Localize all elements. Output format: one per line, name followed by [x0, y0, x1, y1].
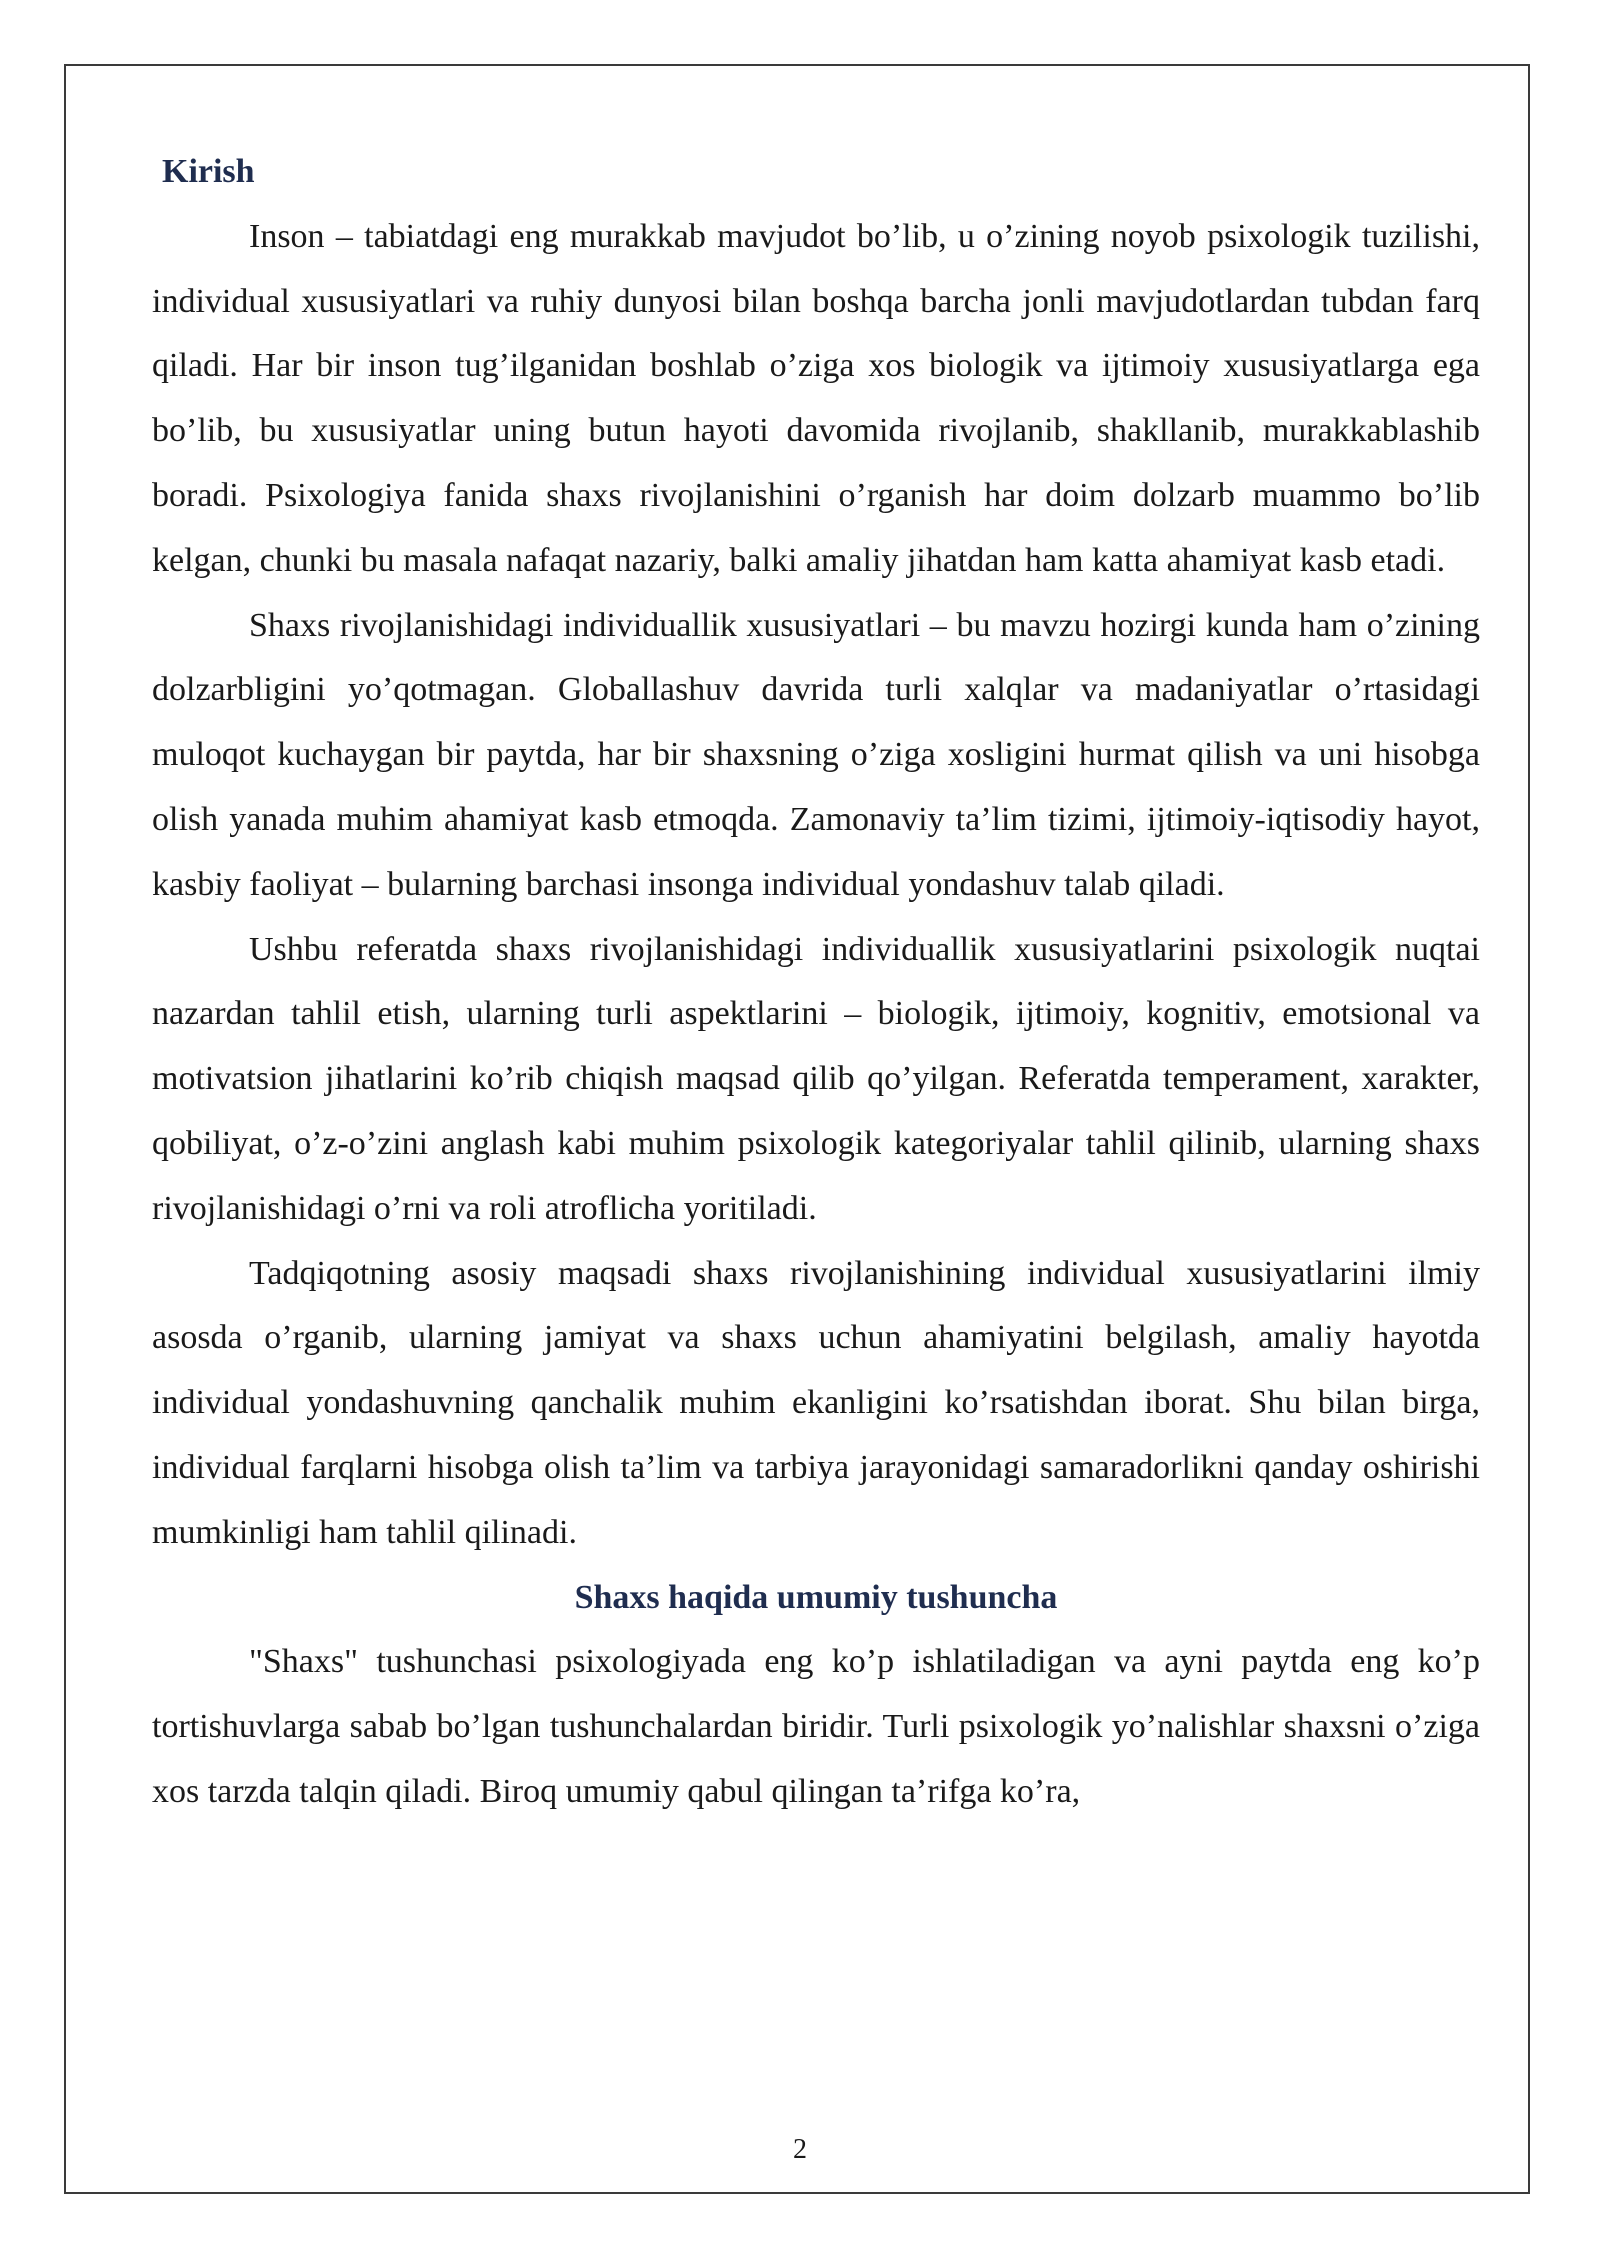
intro-paragraph: Tadqiqotning asosiy maqsadi shaxs rivojlanishining individual xususiyatlarini ilmiy asosda o’rganib, ularning jamiyat va shaxs uchun ahamiyatini belgilash, amaliy hayotda individual yondashuvning qanchalik muhim ekanligini ko’rsatishdan iborat. Shu bilan birga, individual farqlarni hisobga olish ta’lim va tarbiya jarayonidagi samaradorlikni qanday oshirishi mumkinligi ham tahlil qilinadi. — [152, 1254, 1480, 1551]
section-heading: Shaxs haqida umumiy tushuncha — [574, 1578, 1058, 1616]
document-body — [152, 140, 1480, 1825]
intro-heading: Kirish — [162, 153, 255, 190]
intro-paragraph: Shaxs rivojlanishidagi individuallik xususiyatlari – bu mavzu hozirgi kunda ham o’zining dolzarbligini yo’qotmagan. Globallashuv davrida turli xalqlar va madaniyatlar o’rtasidagi muloqot kuchaygan bir paytda, har bir shaxsning o’ziga xosligini hurmat qilish va uni hisobga olish yanada muhim ahamiyat kasb etmoqda. Zamonaviy ta’lim tizimi, ijtimoiy-iqtisodiy hayot, kasbiy faoliyat – bularning barchasi insonga individual yondashuv talab qiladi. — [152, 606, 1480, 903]
page-number: 2 — [793, 2134, 807, 2165]
intro-paragraph: Inson – tabiatdagi eng murakkab mavjudot bo’lib, u o’zining noyob psixologik tuzilishi, individual xususiyatlari va ruhiy dunyosi bilan boshqa barcha jonli mavjudotlardan tubdan farq qiladi. Har bir inson tug’ilganidan boshlab o’ziga xos biologik va ijtimoiy xususiyatlarga ega bo’lib, bu xususiyatlar uning butun hayoti davomida rivojlanib, shakllanib, murakkablashib boradi. Psixologiya fanida shaxs rivojlanishini o’rganish har doim dolzarb muammo bo’lib kelgan, chunki bu masala nafaqat nazariy, balki amaliy jihatdan ham katta ahamiyat kasb etadi. — [152, 217, 1480, 579]
intro-paragraph: Ushbu referatda shaxs rivojlanishidagi individuallik xususiyatlarini psixologik nuqtai nazardan tahlil etish, ularning turli aspektlarini – biologik, ijtimoiy, kognitiv, emotsional va motivatsion jihatlarini ko’rib chiqish maqsad qilib qo’yilgan. Referatda temperament, xarakter, qobiliyat, o’z-o’zini anglash kabi muhim psixologik kategoriyalar tahlil qilinib, ularning shaxs rivojlanishidagi o’rni va roli atroflicha yoritiladi. — [152, 930, 1480, 1227]
section-paragraph: "Shaxs" tushunchasi psixologiyada eng ko’p ishlatiladigan va ayni paytda eng ko’p tortishuvlarga sabab bo’lgan tushunchalardan biridir. Turli psixologik yo’nalishlar shaxsni o’ziga xos tarzda talqin qiladi. Biroq umumiy qabul qilingan ta’rifga ko’ra, — [152, 1643, 1480, 1810]
